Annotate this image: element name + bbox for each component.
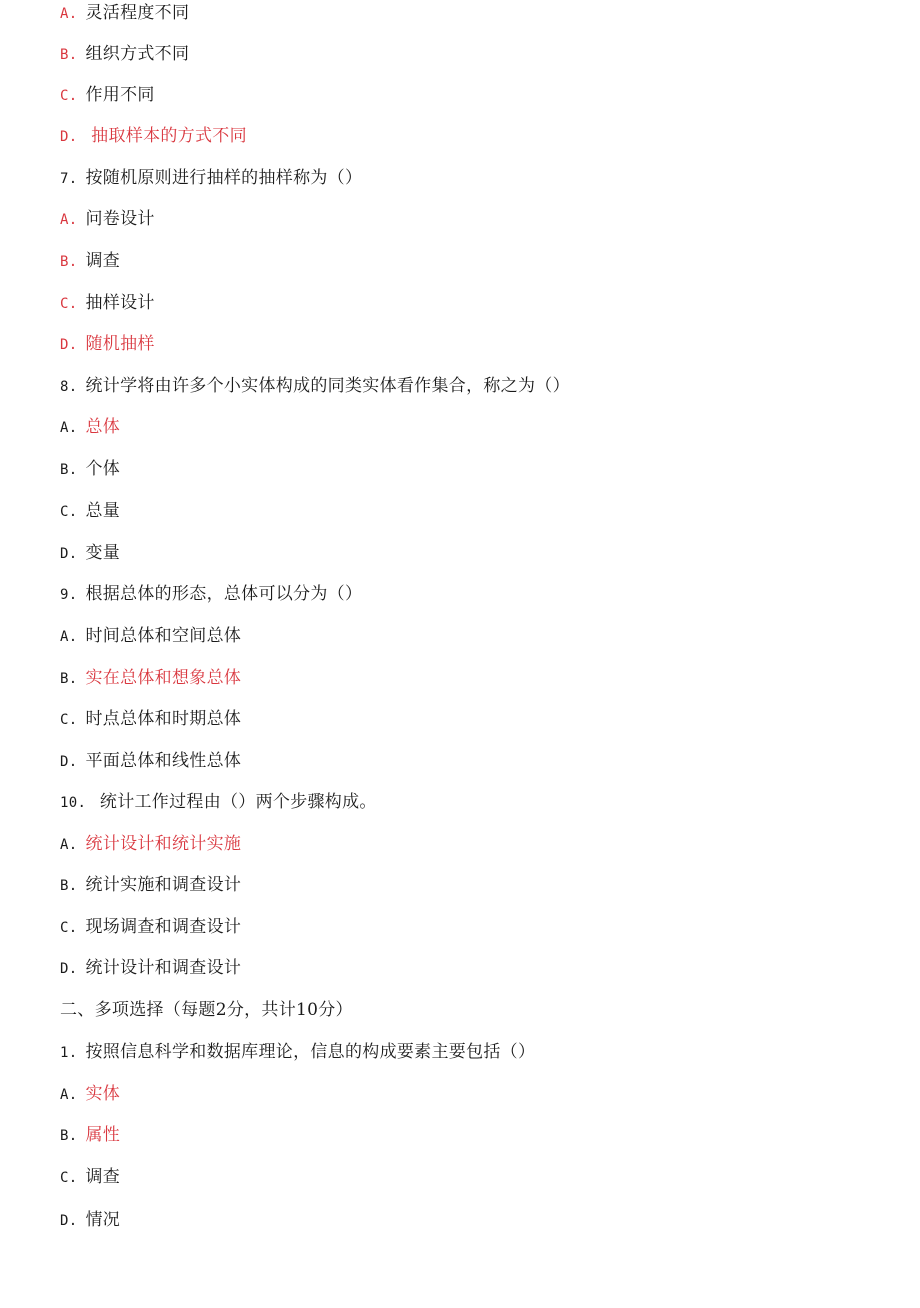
document-line	[60, 373, 570, 399]
line-prefix: B.	[60, 1128, 78, 1144]
document-line	[60, 290, 155, 316]
document-line	[60, 82, 155, 108]
document-line	[60, 41, 189, 67]
answer-text: 随机抽样	[85, 334, 155, 354]
line-text: 根据总体的形态，总体可以分为（）	[85, 584, 363, 604]
document-line	[60, 872, 241, 898]
line-text: 按随机原则进行抽样的抽样称为（）	[85, 168, 363, 188]
answer-text: 属性	[85, 1125, 121, 1145]
document-line	[60, 748, 241, 774]
line-text: 统计实施和调查设计	[85, 875, 242, 895]
line-prefix: A.	[60, 1087, 78, 1103]
document-line	[60, 1039, 535, 1065]
document-line	[60, 789, 377, 815]
document-line	[60, 1164, 120, 1190]
line-text: 统计学将由许多个小实体构成的同类实体看作集合，称之为（）	[85, 376, 570, 396]
line-prefix: A.	[60, 420, 78, 436]
document-line	[60, 1122, 120, 1148]
line-prefix: D.	[60, 129, 78, 145]
document-line	[60, 123, 247, 149]
line-prefix: C.	[60, 296, 78, 312]
line-prefix: 1.	[60, 1045, 78, 1061]
document-line	[60, 248, 120, 274]
line-text: 二、多项选择（每题2分，共计10分）	[60, 1000, 353, 1020]
line-text: 现场调查和调查设计	[85, 917, 242, 937]
document-line	[60, 1081, 120, 1107]
document-line	[60, 498, 120, 524]
line-prefix: C.	[60, 88, 78, 104]
line-prefix: B.	[60, 878, 78, 894]
answer-text: 统计设计和统计实施	[85, 834, 242, 854]
line-prefix: 9.	[60, 587, 78, 603]
line-text: 灵活程度不同	[85, 3, 190, 23]
answer-text: 总体	[85, 417, 121, 437]
document-line	[60, 0, 189, 26]
line-prefix: B.	[60, 47, 78, 63]
line-text: 问卷设计	[85, 209, 155, 229]
line-prefix: B.	[60, 254, 78, 270]
document-line	[60, 706, 241, 732]
document-line	[60, 1207, 120, 1233]
line-prefix: D.	[60, 961, 78, 977]
line-prefix: A.	[60, 212, 78, 228]
document-line	[60, 955, 241, 981]
line-prefix: B.	[60, 462, 78, 478]
line-prefix: A.	[60, 837, 78, 853]
line-text: 时间总体和空间总体	[85, 626, 242, 646]
line-prefix: C.	[60, 712, 78, 728]
document-line	[60, 165, 362, 191]
line-prefix: C.	[60, 504, 78, 520]
line-text: 组织方式不同	[85, 44, 190, 64]
line-text: 统计设计和调查设计	[85, 958, 242, 978]
document-line	[60, 331, 155, 357]
line-prefix: 10.	[60, 795, 87, 811]
line-prefix: 8.	[60, 379, 78, 395]
line-text: 调查	[85, 1167, 121, 1187]
line-prefix: B.	[60, 671, 78, 687]
line-text: 总量	[85, 501, 121, 521]
line-prefix: D.	[60, 546, 78, 562]
line-prefix: 7.	[60, 171, 78, 187]
document-line	[60, 456, 120, 482]
line-prefix: C.	[60, 920, 78, 936]
document-line	[60, 831, 241, 857]
document-line	[60, 581, 362, 607]
line-prefix: D.	[60, 754, 78, 770]
line-text: 统计工作过程由（）两个步骤构成。	[94, 792, 377, 812]
line-text: 调查	[85, 251, 121, 271]
line-prefix: A.	[60, 6, 78, 22]
line-prefix: D.	[60, 337, 78, 353]
document-line	[60, 206, 155, 232]
answer-text: 实体	[85, 1084, 121, 1104]
document-line	[60, 623, 241, 649]
line-text: 按照信息科学和数据库理论，信息的构成要素主要包括（）	[85, 1042, 536, 1062]
line-text: 作用不同	[85, 85, 155, 105]
document-line	[60, 665, 241, 691]
document-line	[60, 540, 120, 566]
document-line	[60, 914, 241, 940]
line-text: 抽样设计	[85, 293, 155, 313]
line-prefix: D.	[60, 1213, 78, 1229]
answer-text: 实在总体和想象总体	[85, 668, 242, 688]
line-prefix: A.	[60, 629, 78, 645]
document-line	[60, 997, 353, 1023]
line-text: 变量	[85, 543, 121, 563]
line-text: 个体	[85, 459, 121, 479]
line-text: 平面总体和线性总体	[85, 751, 242, 771]
document-line	[60, 414, 120, 440]
line-prefix: C.	[60, 1170, 78, 1186]
line-text: 时点总体和时期总体	[85, 709, 242, 729]
answer-text: 抽取样本的方式不同	[85, 126, 247, 146]
line-text: 情况	[85, 1210, 121, 1230]
